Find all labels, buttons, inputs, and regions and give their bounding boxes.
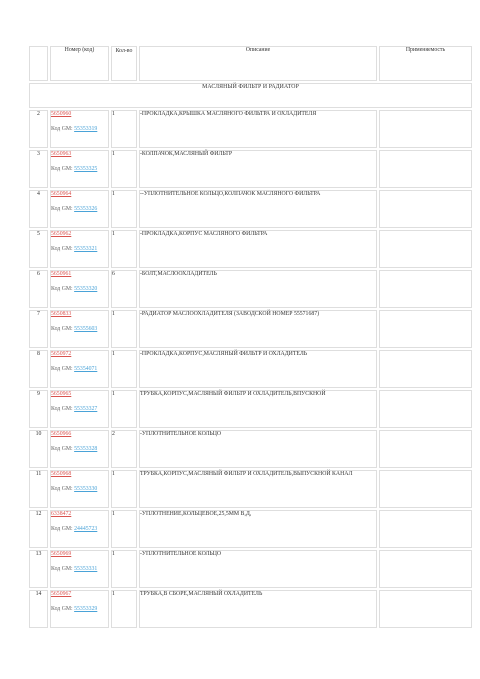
section-row xyxy=(29,83,472,108)
gm-code-link[interactable]: 55353328 xyxy=(74,445,98,452)
gm-code-label: Код GM: xyxy=(51,165,73,172)
table-row xyxy=(29,230,472,268)
code-cell xyxy=(50,590,109,628)
applicability-cell xyxy=(379,510,472,548)
gm-code-link[interactable]: 55353320 xyxy=(74,285,98,292)
applicability-cell xyxy=(379,150,472,188)
quantity-cell: 1 xyxy=(111,310,137,348)
gm-code-label: Код GM: xyxy=(51,365,73,372)
gm-code-label: Код GM: xyxy=(51,565,73,572)
applicability-cell xyxy=(379,390,472,428)
gm-code-label: Код GM: xyxy=(51,525,73,532)
row-number: 5 xyxy=(29,230,48,268)
code-cell xyxy=(50,510,109,548)
applicability-cell xyxy=(379,550,472,588)
table-row xyxy=(29,550,472,588)
header-description: Описание xyxy=(139,46,377,81)
gm-code-label: Код GM: xyxy=(51,205,73,212)
quantity-cell: 1 xyxy=(111,230,137,268)
description-cell: ТРУБКА,В СБОРЕ,МАСЛЯНЫЙ ОХЛАДИТЕЛЬ xyxy=(139,590,377,628)
gm-code xyxy=(51,286,108,294)
description-cell: -БОЛТ,МАСЛООХЛАДИТЕЛЬ xyxy=(139,270,377,308)
parts-page xyxy=(29,46,468,630)
description-cell: -УПЛОТНИТЕЛЬНОЕ КОЛЬЦО xyxy=(139,430,377,468)
gm-code-link[interactable]: 55353331 xyxy=(74,565,98,572)
row-number: 9 xyxy=(29,390,48,428)
section-title: МАСЛЯНЫЙ ФИЛЬТР И РАДИАТОР xyxy=(29,83,472,108)
part-number-link[interactable]: 5650964 xyxy=(51,191,72,197)
row-number: 10 xyxy=(29,430,48,468)
table-row xyxy=(29,110,472,148)
code-cell xyxy=(50,110,109,148)
row-number: 14 xyxy=(29,590,48,628)
gm-code-label: Код GM: xyxy=(51,405,73,412)
code-cell xyxy=(50,390,109,428)
applicability-cell xyxy=(379,310,472,348)
row-number: 11 xyxy=(29,470,48,508)
part-number-link[interactable]: 6338472 xyxy=(51,511,72,517)
header-code: Номер (код) xyxy=(50,46,109,81)
table-row xyxy=(29,390,472,428)
quantity-cell: 2 xyxy=(111,430,137,468)
quantity-cell: 1 xyxy=(111,510,137,548)
row-number: 7 xyxy=(29,310,48,348)
part-number-link[interactable]: 5650833 xyxy=(51,311,72,317)
gm-code-label: Код GM: xyxy=(51,445,73,452)
gm-code-label: Код GM: xyxy=(51,285,73,292)
gm-code xyxy=(51,486,108,494)
gm-code-link[interactable]: 55353321 xyxy=(74,245,98,252)
table-row xyxy=(29,470,472,508)
gm-code xyxy=(51,526,108,534)
gm-code-link[interactable]: 55353329 xyxy=(74,605,98,612)
row-number: 6 xyxy=(29,270,48,308)
gm-code-link[interactable]: 55353319 xyxy=(74,125,98,132)
description-cell: ТРУБКА,КОРПУС,МАСЛЯНЫЙ ФИЛЬТР И ОХЛАДИТЕЛЬ,ВЫПУСКНОЙ КАНАЛ xyxy=(139,470,377,508)
part-number-link[interactable]: 5650960 xyxy=(51,111,72,117)
quantity-cell: 1 xyxy=(111,190,137,228)
part-number-link[interactable]: 5650963 xyxy=(51,151,72,157)
part-number-link[interactable]: 5650972 xyxy=(51,351,72,357)
row-number: 4 xyxy=(29,190,48,228)
header-num xyxy=(29,46,48,81)
table-row xyxy=(29,270,472,308)
quantity-cell: 6 xyxy=(111,270,137,308)
applicability-cell xyxy=(379,350,472,388)
quantity-cell: 1 xyxy=(111,390,137,428)
table-header-row xyxy=(29,46,472,81)
row-number: 8 xyxy=(29,350,48,388)
code-cell xyxy=(50,190,109,228)
gm-code xyxy=(51,406,108,414)
applicability-cell xyxy=(379,470,472,508)
gm-code xyxy=(51,326,108,334)
quantity-cell: 1 xyxy=(111,470,137,508)
code-cell xyxy=(50,150,109,188)
code-cell xyxy=(50,230,109,268)
gm-code xyxy=(51,206,108,214)
quantity-cell: 1 xyxy=(111,150,137,188)
table-row xyxy=(29,310,472,348)
part-number-link[interactable]: 5650969 xyxy=(51,551,72,557)
code-cell xyxy=(50,550,109,588)
gm-code-link[interactable]: 55353325 xyxy=(74,165,98,172)
quantity-cell: 1 xyxy=(111,550,137,588)
table-row xyxy=(29,190,472,228)
description-cell: -КОЛПАЧОК,МАСЛЯНЫЙ ФИЛЬТР xyxy=(139,150,377,188)
description-cell: -УПЛОТНЕНИЕ,КОЛЬЦЕВОЕ,25,5ММ В,Д, xyxy=(139,510,377,548)
table-row xyxy=(29,150,472,188)
table-row xyxy=(29,430,472,468)
part-number-link[interactable]: 5650961 xyxy=(51,271,72,277)
gm-code-link[interactable]: 55353326 xyxy=(74,205,98,212)
header-qty: Кол-во xyxy=(111,46,137,81)
part-number-link[interactable]: 5650962 xyxy=(51,231,72,237)
applicability-cell xyxy=(379,110,472,148)
applicability-cell xyxy=(379,590,472,628)
applicability-cell xyxy=(379,230,472,268)
gm-code xyxy=(51,566,108,574)
gm-code-label: Код GM: xyxy=(51,485,73,492)
gm-code-link[interactable]: 55354071 xyxy=(74,365,98,372)
code-cell xyxy=(50,470,109,508)
code-cell xyxy=(50,430,109,468)
quantity-cell: 1 xyxy=(111,110,137,148)
description-cell: --УПЛОТНИТЕЛЬНОЕ КОЛЬЦО,КОЛПАЧОК МАСЛЯНОГО ФИЛЬТРА xyxy=(139,190,377,228)
applicability-cell xyxy=(379,430,472,468)
gm-code-label: Код GM: xyxy=(51,125,73,132)
table-row xyxy=(29,510,472,548)
row-number: 13 xyxy=(29,550,48,588)
part-number-link[interactable]: 5650965 xyxy=(51,391,72,397)
description-cell: -УПЛОТНИТЕЛЬНОЕ КОЛЬЦО xyxy=(139,550,377,588)
part-number-link[interactable]: 5650966 xyxy=(51,431,72,437)
row-number: 3 xyxy=(29,150,48,188)
parts-table xyxy=(27,44,474,630)
description-cell: -ПРОКЛАДКА,КРЫШКА МАСЛЯНОГО ФИЛЬТРА И ОХЛАДИТЕЛЯ xyxy=(139,110,377,148)
table-row xyxy=(29,350,472,388)
gm-code xyxy=(51,446,108,454)
gm-code-label: Код GM: xyxy=(51,325,73,332)
applicability-cell xyxy=(379,270,472,308)
code-cell xyxy=(50,310,109,348)
table-row xyxy=(29,590,472,628)
applicability-cell xyxy=(379,190,472,228)
gm-code xyxy=(51,606,108,614)
description-cell: -РАДИАТОР МАСЛООХЛАДИТЕЛЯ (ЗАВОДСКОЙ НОМЕР 55571687) xyxy=(139,310,377,348)
gm-code-link[interactable]: 24445723 xyxy=(74,525,98,532)
quantity-cell: 1 xyxy=(111,350,137,388)
quantity-cell: 1 xyxy=(111,590,137,628)
part-number-link[interactable]: 5650967 xyxy=(51,591,72,597)
description-cell: -ПРОКЛАДКА,КОРПУС,МАСЛЯНЫЙ ФИЛЬТР И ОХЛАДИТЕЛЬ xyxy=(139,350,377,388)
gm-code xyxy=(51,246,108,254)
part-number-link[interactable]: 5650968 xyxy=(51,471,72,477)
description-cell: -ПРОКЛАДКА,КОРПУС МАСЛЯНОГО ФИЛЬТРА xyxy=(139,230,377,268)
gm-code-link[interactable]: 55353330 xyxy=(74,485,98,492)
row-number: 12 xyxy=(29,510,48,548)
gm-code xyxy=(51,126,108,134)
code-cell xyxy=(50,350,109,388)
gm-code-label: Код GM: xyxy=(51,605,73,612)
gm-code xyxy=(51,366,108,374)
gm-code-link[interactable]: 55353327 xyxy=(74,405,98,412)
gm-code xyxy=(51,166,108,174)
gm-code-link[interactable]: 55355603 xyxy=(74,325,98,332)
header-applicability: Применяемость xyxy=(379,46,472,81)
description-cell: ТРУБКА,КОРПУС,МАСЛЯНЫЙ ФИЛЬТР И ОХЛАДИТЕЛЬ,ВПУСКНОЙ xyxy=(139,390,377,428)
row-number: 2 xyxy=(29,110,48,148)
code-cell xyxy=(50,270,109,308)
gm-code-label: Код GM: xyxy=(51,245,73,252)
